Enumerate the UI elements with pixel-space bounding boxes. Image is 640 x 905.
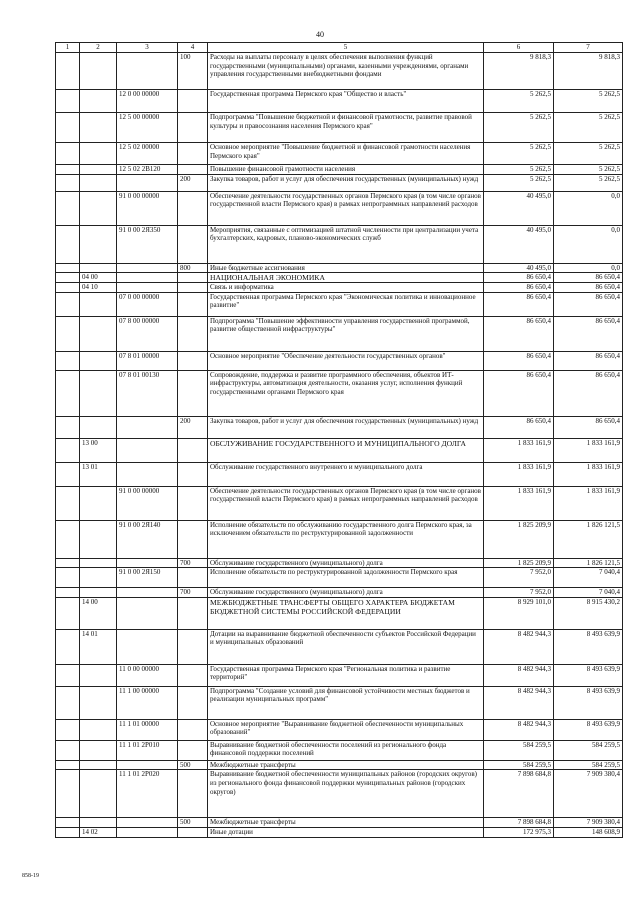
- cell-item-name: Подпрограмма "Повышение эффективности управления государственной программой, развитие общественной инфраструктуры": [208, 316, 484, 351]
- cell-col1: [56, 719, 80, 740]
- cell-expense-type: 200: [178, 174, 208, 191]
- cell-amount-year2: 584 259,5: [554, 760, 623, 770]
- cell-col1: [56, 486, 80, 520]
- cell-col1: [56, 225, 80, 263]
- cell-col1: [56, 351, 80, 370]
- column-header: 5: [208, 43, 484, 53]
- table-row: [56, 263, 623, 273]
- cell-item-name: Межбюджетные трансферты: [208, 760, 484, 770]
- table-row: [56, 53, 623, 90]
- cell-target-code: [117, 263, 178, 273]
- cell-section-code: [80, 770, 117, 818]
- cell-amount-year2: 86 650,4: [554, 283, 623, 293]
- cell-section-code: [80, 760, 117, 770]
- cell-amount-year1: 7 898 684,8: [484, 818, 554, 828]
- cell-expense-type: [178, 113, 208, 143]
- cell-section-code: [80, 568, 117, 588]
- cell-amount-year1: 8 482 944,3: [484, 719, 554, 740]
- cell-section-code: [80, 558, 117, 568]
- cell-amount-year2: 5 262,5: [554, 90, 623, 113]
- cell-amount-year1: 584 259,5: [484, 740, 554, 760]
- cell-target-code: [117, 827, 178, 837]
- cell-section-code: 14 02: [80, 827, 117, 837]
- cell-amount-year1: 8 482 944,3: [484, 686, 554, 719]
- cell-col1: [56, 283, 80, 293]
- cell-item-name: Обеспечение деятельности государственных органов Пермского края (в том числе органов государственной власти Пермского края) в рамках непрограммных направлений расходов: [208, 191, 484, 225]
- cell-expense-type: [178, 438, 208, 462]
- cell-item-name: Подпрограмма "Повышение бюджетной и финансовой грамотности, развитие правовой культуры и правосознания населения Пермского края": [208, 113, 484, 143]
- cell-target-code: [117, 462, 178, 486]
- cell-col1: [56, 292, 80, 316]
- table-row: [56, 351, 623, 370]
- cell-amount-year2: 584 259,5: [554, 740, 623, 760]
- cell-expense-type: [178, 597, 208, 629]
- cell-amount-year2: 86 650,4: [554, 416, 623, 438]
- cell-expense-type: [178, 462, 208, 486]
- table-row: [56, 273, 623, 283]
- cell-item-name: Обслуживание государственного (муниципального) долга: [208, 588, 484, 598]
- cell-target-code: 07 0 00 00000: [117, 292, 178, 316]
- cell-item-name: Государственная программа Пермского края "Общество и власть": [208, 90, 484, 113]
- cell-amount-year1: 8 482 944,3: [484, 629, 554, 664]
- cell-expense-type: [178, 686, 208, 719]
- cell-amount-year2: 1 833 161,9: [554, 486, 623, 520]
- cell-item-name: Закупка товаров, работ и услуг для обеспечения государственных (муниципальных) нужд: [208, 174, 484, 191]
- cell-section-code: [80, 740, 117, 760]
- cell-section-code: [80, 191, 117, 225]
- cell-col1: [56, 827, 80, 837]
- cell-item-name: Исполнение обязательств по обслуживанию государственного долга Пермского края, за исключением обязательств по реструктурированной задолженности: [208, 520, 484, 558]
- cell-item-name: Сопровождение, поддержка и развитие программного обеспечения, объектов ИТ-инфраструктуры, автоматизация деятельности, оказания услуг, исполнения функций государственными органами Пермского края: [208, 370, 484, 416]
- table-row: [56, 438, 623, 462]
- cell-col1: [56, 165, 80, 175]
- cell-amount-year2: 5 262,5: [554, 174, 623, 191]
- cell-target-code: [117, 438, 178, 462]
- cell-item-name: Расходы на выплаты персоналу в целях обеспечения выполнения функций государственными (муниципальными) органами, казенными учреждениями, органами управления государственными внебюджетными фондами: [208, 53, 484, 90]
- page-number: 40: [316, 30, 324, 39]
- cell-expense-type: 200: [178, 416, 208, 438]
- cell-expense-type: 800: [178, 263, 208, 273]
- cell-col1: [56, 520, 80, 558]
- cell-amount-year1: 1 825 209,9: [484, 558, 554, 568]
- cell-target-code: [117, 558, 178, 568]
- cell-expense-type: [178, 719, 208, 740]
- table-row: [56, 165, 623, 175]
- cell-item-name: Обеспечение деятельности государственных органов Пермского края (в том числе органов государственной власти Пермского края) в рамках непрограммных направлений расходов: [208, 486, 484, 520]
- table-row: [56, 370, 623, 416]
- cell-target-code: [117, 416, 178, 438]
- cell-amount-year1: 86 650,4: [484, 292, 554, 316]
- cell-item-name: Выравнивание бюджетной обеспеченности поселений из регионального фонда финансовой поддержки поселений: [208, 740, 484, 760]
- cell-amount-year2: 0,0: [554, 225, 623, 263]
- cell-section-code: [80, 53, 117, 90]
- cell-amount-year2: 7 040,4: [554, 588, 623, 598]
- table-row: [56, 588, 623, 598]
- table-row: [56, 90, 623, 113]
- table-row: [56, 770, 623, 818]
- cell-target-code: [117, 760, 178, 770]
- cell-col1: [56, 588, 80, 598]
- cell-target-code: 91 0 00 00000: [117, 486, 178, 520]
- cell-col1: [56, 174, 80, 191]
- column-header: 3: [117, 43, 178, 53]
- table-row: [56, 818, 623, 828]
- cell-amount-year1: 1 825 209,9: [484, 520, 554, 558]
- cell-col1: [56, 568, 80, 588]
- cell-section-code: 13 00: [80, 438, 117, 462]
- cell-target-code: 91 0 00 00000: [117, 191, 178, 225]
- table-row: [56, 283, 623, 293]
- table-row: [56, 597, 623, 629]
- document-code: 858-19: [22, 873, 39, 879]
- cell-target-code: 12 5 02 2В120: [117, 165, 178, 175]
- cell-expense-type: [178, 629, 208, 664]
- cell-col1: [56, 462, 80, 486]
- cell-amount-year1: 40 495,0: [484, 263, 554, 273]
- cell-col1: [56, 629, 80, 664]
- cell-col1: [56, 191, 80, 225]
- cell-item-name: Повышение финансовой грамотности населения: [208, 165, 484, 175]
- cell-item-name: Основное мероприятие "Выравнивание бюджетной обеспеченности муниципальных образований": [208, 719, 484, 740]
- cell-expense-type: [178, 740, 208, 760]
- cell-amount-year1: 5 262,5: [484, 90, 554, 113]
- cell-amount-year1: 86 650,4: [484, 283, 554, 293]
- cell-item-name: Государственная программа Пермского края "Региональная политика и развитие территорий": [208, 664, 484, 686]
- cell-amount-year1: 1 833 161,9: [484, 438, 554, 462]
- cell-amount-year1: 172 975,3: [484, 827, 554, 837]
- table-row: [56, 740, 623, 760]
- cell-expense-type: [178, 316, 208, 351]
- cell-amount-year1: 7 952,0: [484, 568, 554, 588]
- cell-expense-type: [178, 520, 208, 558]
- cell-amount-year1: 86 650,4: [484, 370, 554, 416]
- cell-expense-type: [178, 351, 208, 370]
- cell-expense-type: 500: [178, 760, 208, 770]
- cell-section-code: [80, 416, 117, 438]
- cell-amount-year1: 7 898 684,8: [484, 770, 554, 818]
- cell-amount-year2: 7 909 380,4: [554, 818, 623, 828]
- cell-amount-year1: 1 833 161,9: [484, 462, 554, 486]
- cell-amount-year2: 8 493 639,9: [554, 719, 623, 740]
- cell-expense-type: 100: [178, 53, 208, 90]
- cell-col1: [56, 113, 80, 143]
- cell-amount-year1: 40 495,0: [484, 225, 554, 263]
- cell-item-name: ОБСЛУЖИВАНИЕ ГОСУДАРСТВЕННОГО И МУНИЦИПАЛЬНОГO ДОЛГА: [208, 438, 484, 462]
- table-row: [56, 316, 623, 351]
- cell-target-code: 12 5 00 00000: [117, 113, 178, 143]
- cell-col1: [56, 316, 80, 351]
- cell-col1: [56, 53, 80, 90]
- table-row: [56, 462, 623, 486]
- cell-amount-year1: 40 495,0: [484, 191, 554, 225]
- cell-amount-year2: 5 262,5: [554, 113, 623, 143]
- cell-section-code: [80, 370, 117, 416]
- cell-section-code: [80, 664, 117, 686]
- cell-amount-year1: 86 650,4: [484, 351, 554, 370]
- cell-expense-type: 700: [178, 558, 208, 568]
- cell-target-code: [117, 588, 178, 598]
- cell-amount-year2: 86 650,4: [554, 273, 623, 283]
- cell-target-code: 11 0 00 00000: [117, 664, 178, 686]
- table-row: [56, 292, 623, 316]
- cell-amount-year2: 1 826 121,5: [554, 520, 623, 558]
- table-row: [56, 143, 623, 165]
- cell-amount-year1: 5 262,5: [484, 165, 554, 175]
- cell-amount-year2: 86 650,4: [554, 316, 623, 351]
- cell-expense-type: [178, 770, 208, 818]
- cell-target-code: [117, 629, 178, 664]
- table-row: [56, 568, 623, 588]
- cell-amount-year2: 86 650,4: [554, 370, 623, 416]
- cell-section-code: [80, 686, 117, 719]
- cell-amount-year1: 7 952,0: [484, 588, 554, 598]
- cell-expense-type: [178, 273, 208, 283]
- cell-section-code: [80, 113, 117, 143]
- cell-amount-year1: 86 650,4: [484, 273, 554, 283]
- cell-expense-type: [178, 90, 208, 113]
- cell-item-name: Связь и информатика: [208, 283, 484, 293]
- cell-amount-year1: 5 262,5: [484, 174, 554, 191]
- column-header: 6: [484, 43, 554, 53]
- table-row: [56, 686, 623, 719]
- cell-expense-type: [178, 370, 208, 416]
- cell-col1: [56, 438, 80, 462]
- cell-target-code: 91 0 00 2Я150: [117, 568, 178, 588]
- cell-col1: [56, 818, 80, 828]
- table-row: [56, 225, 623, 263]
- cell-item-name: Обслуживание государственного внутреннего и муниципального долга: [208, 462, 484, 486]
- cell-section-code: [80, 225, 117, 263]
- cell-section-code: [80, 520, 117, 558]
- cell-section-code: [80, 90, 117, 113]
- table-row: [56, 629, 623, 664]
- cell-expense-type: 700: [178, 588, 208, 598]
- cell-item-name: Выравнивание бюджетной обеспеченности муниципальных районов (городских округов) из регионального фонда финансовой поддержки муниципальных районов (городских округов): [208, 770, 484, 818]
- cell-item-name: Основное мероприятие "Повышение бюджетной и финансовой грамотности населения Пермского края": [208, 143, 484, 165]
- cell-expense-type: [178, 827, 208, 837]
- cell-target-code: 07 8 01 00000: [117, 351, 178, 370]
- cell-section-code: [80, 292, 117, 316]
- cell-col1: [56, 558, 80, 568]
- cell-amount-year2: 0,0: [554, 263, 623, 273]
- cell-expense-type: [178, 292, 208, 316]
- cell-amount-year1: 5 262,5: [484, 143, 554, 165]
- cell-col1: [56, 686, 80, 719]
- cell-col1: [56, 770, 80, 818]
- cell-section-code: [80, 486, 117, 520]
- cell-amount-year2: 1 833 161,9: [554, 438, 623, 462]
- cell-amount-year2: 86 650,4: [554, 292, 623, 316]
- cell-target-code: [117, 283, 178, 293]
- cell-amount-year2: 148 608,9: [554, 827, 623, 837]
- cell-amount-year1: 5 262,5: [484, 113, 554, 143]
- cell-target-code: 12 5 02 00000: [117, 143, 178, 165]
- table-row: [56, 760, 623, 770]
- cell-col1: [56, 416, 80, 438]
- table-row: [56, 486, 623, 520]
- cell-item-name: Основное мероприятие "Обеспечение деятельности государственных органов": [208, 351, 484, 370]
- cell-amount-year2: 5 262,5: [554, 143, 623, 165]
- table-row: [56, 416, 623, 438]
- cell-col1: [56, 143, 80, 165]
- cell-amount-year1: 9 818,3: [484, 53, 554, 90]
- table-row: [56, 520, 623, 558]
- cell-section-code: [80, 165, 117, 175]
- cell-section-code: 04 10: [80, 283, 117, 293]
- cell-target-code: 11 1 01 2Р020: [117, 770, 178, 818]
- budget-table: [55, 42, 623, 838]
- cell-expense-type: [178, 191, 208, 225]
- cell-amount-year2: 7 909 380,4: [554, 770, 623, 818]
- cell-amount-year2: 9 818,3: [554, 53, 623, 90]
- table-row: [56, 719, 623, 740]
- table-row: [56, 664, 623, 686]
- cell-section-code: [80, 351, 117, 370]
- table-row: [56, 174, 623, 191]
- cell-amount-year1: 8 482 944,3: [484, 664, 554, 686]
- cell-target-code: [117, 174, 178, 191]
- cell-expense-type: [178, 143, 208, 165]
- cell-section-code: [80, 174, 117, 191]
- cell-expense-type: [178, 225, 208, 263]
- cell-expense-type: [178, 664, 208, 686]
- table-body: [56, 53, 623, 838]
- cell-target-code: [117, 818, 178, 828]
- cell-target-code: [117, 273, 178, 283]
- table-row: [56, 827, 623, 837]
- cell-target-code: 11 1 01 00000: [117, 719, 178, 740]
- cell-amount-year2: 0,0: [554, 191, 623, 225]
- cell-item-name: Иные бюджетные ассигнования: [208, 263, 484, 273]
- cell-target-code: 12 0 00 00000: [117, 90, 178, 113]
- cell-expense-type: [178, 486, 208, 520]
- cell-amount-year2: 8 493 639,9: [554, 629, 623, 664]
- cell-target-code: 11 1 00 00000: [117, 686, 178, 719]
- cell-section-code: [80, 719, 117, 740]
- cell-section-code: [80, 263, 117, 273]
- cell-amount-year2: 1 833 161,9: [554, 462, 623, 486]
- table-row: [56, 191, 623, 225]
- cell-col1: [56, 370, 80, 416]
- cell-expense-type: [178, 568, 208, 588]
- cell-amount-year2: 8 915 430,2: [554, 597, 623, 629]
- cell-target-code: 11 1 01 2Р010: [117, 740, 178, 760]
- cell-col1: [56, 90, 80, 113]
- cell-amount-year1: 86 650,4: [484, 316, 554, 351]
- cell-col1: [56, 664, 80, 686]
- cell-item-name: Дотации на выравнивание бюджетной обеспеченности субъектов Российской Федерации и муниципальных образований: [208, 629, 484, 664]
- cell-section-code: 04 00: [80, 273, 117, 283]
- cell-target-code: [117, 53, 178, 90]
- cell-target-code: [117, 597, 178, 629]
- cell-item-name: Государственная программа Пермского края "Экономическая политика и инновационное развитие": [208, 292, 484, 316]
- table-row: [56, 558, 623, 568]
- cell-expense-type: 500: [178, 818, 208, 828]
- cell-col1: [56, 760, 80, 770]
- cell-amount-year1: 584 259,5: [484, 760, 554, 770]
- cell-section-code: 14 00: [80, 597, 117, 629]
- column-number-row: [56, 43, 623, 53]
- cell-amount-year2: 86 650,4: [554, 351, 623, 370]
- cell-target-code: 91 0 00 2Я140: [117, 520, 178, 558]
- cell-section-code: [80, 588, 117, 598]
- cell-section-code: 14 01: [80, 629, 117, 664]
- cell-target-code: 07 8 01 00130: [117, 370, 178, 416]
- cell-item-name: Исполнение обязательств по реструктурированной задолженности Пермского края: [208, 568, 484, 588]
- cell-col1: [56, 273, 80, 283]
- column-header: 7: [554, 43, 623, 53]
- cell-col1: [56, 597, 80, 629]
- cell-amount-year1: 86 650,4: [484, 416, 554, 438]
- cell-target-code: 91 0 00 2Я350: [117, 225, 178, 263]
- cell-section-code: [80, 143, 117, 165]
- column-header: 2: [80, 43, 117, 53]
- cell-expense-type: [178, 165, 208, 175]
- cell-amount-year1: 1 833 161,9: [484, 486, 554, 520]
- cell-section-code: [80, 818, 117, 828]
- cell-target-code: 07 8 00 00000: [117, 316, 178, 351]
- cell-amount-year2: 8 493 639,9: [554, 664, 623, 686]
- cell-item-name: Иные дотации: [208, 827, 484, 837]
- cell-item-name: Подпрограмма "Создание условий для финансовой устойчивости местных бюджетов и реализации муниципальных программ": [208, 686, 484, 719]
- cell-expense-type: [178, 283, 208, 293]
- cell-item-name: Обслуживание государственного (муниципального) долга: [208, 558, 484, 568]
- cell-section-code: 13 01: [80, 462, 117, 486]
- cell-col1: [56, 263, 80, 273]
- cell-col1: [56, 740, 80, 760]
- cell-item-name: Закупка товаров, работ и услуг для обеспечения государственных (муниципальных) нужд: [208, 416, 484, 438]
- cell-item-name: МЕЖБЮДЖЕТНЫЕ ТРАНСФЕРТЫ ОБЩЕГО ХАРАКТЕРА БЮДЖЕТАМ БЮДЖЕТНОЙ СИСТЕМЫ РОССИЙСКОЙ ФЕДЕРАЦИИ: [208, 597, 484, 629]
- cell-amount-year2: 1 826 121,5: [554, 558, 623, 568]
- table-row: [56, 113, 623, 143]
- column-header: 4: [178, 43, 208, 53]
- cell-amount-year2: 8 493 639,9: [554, 686, 623, 719]
- cell-item-name: Межбюджетные трансферты: [208, 818, 484, 828]
- cell-item-name: Мероприятия, связанные с оптимизацией штатной численности при централизации учета бухгалтерских, кадровых, планово-экономических служб: [208, 225, 484, 263]
- cell-section-code: [80, 316, 117, 351]
- cell-amount-year2: 5 262,5: [554, 165, 623, 175]
- cell-item-name: НАЦИОНАЛЬНАЯ ЭКОНОМИКА: [208, 273, 484, 283]
- cell-amount-year1: 8 929 101,0: [484, 597, 554, 629]
- cell-amount-year2: 7 040,4: [554, 568, 623, 588]
- column-header: 1: [56, 43, 80, 53]
